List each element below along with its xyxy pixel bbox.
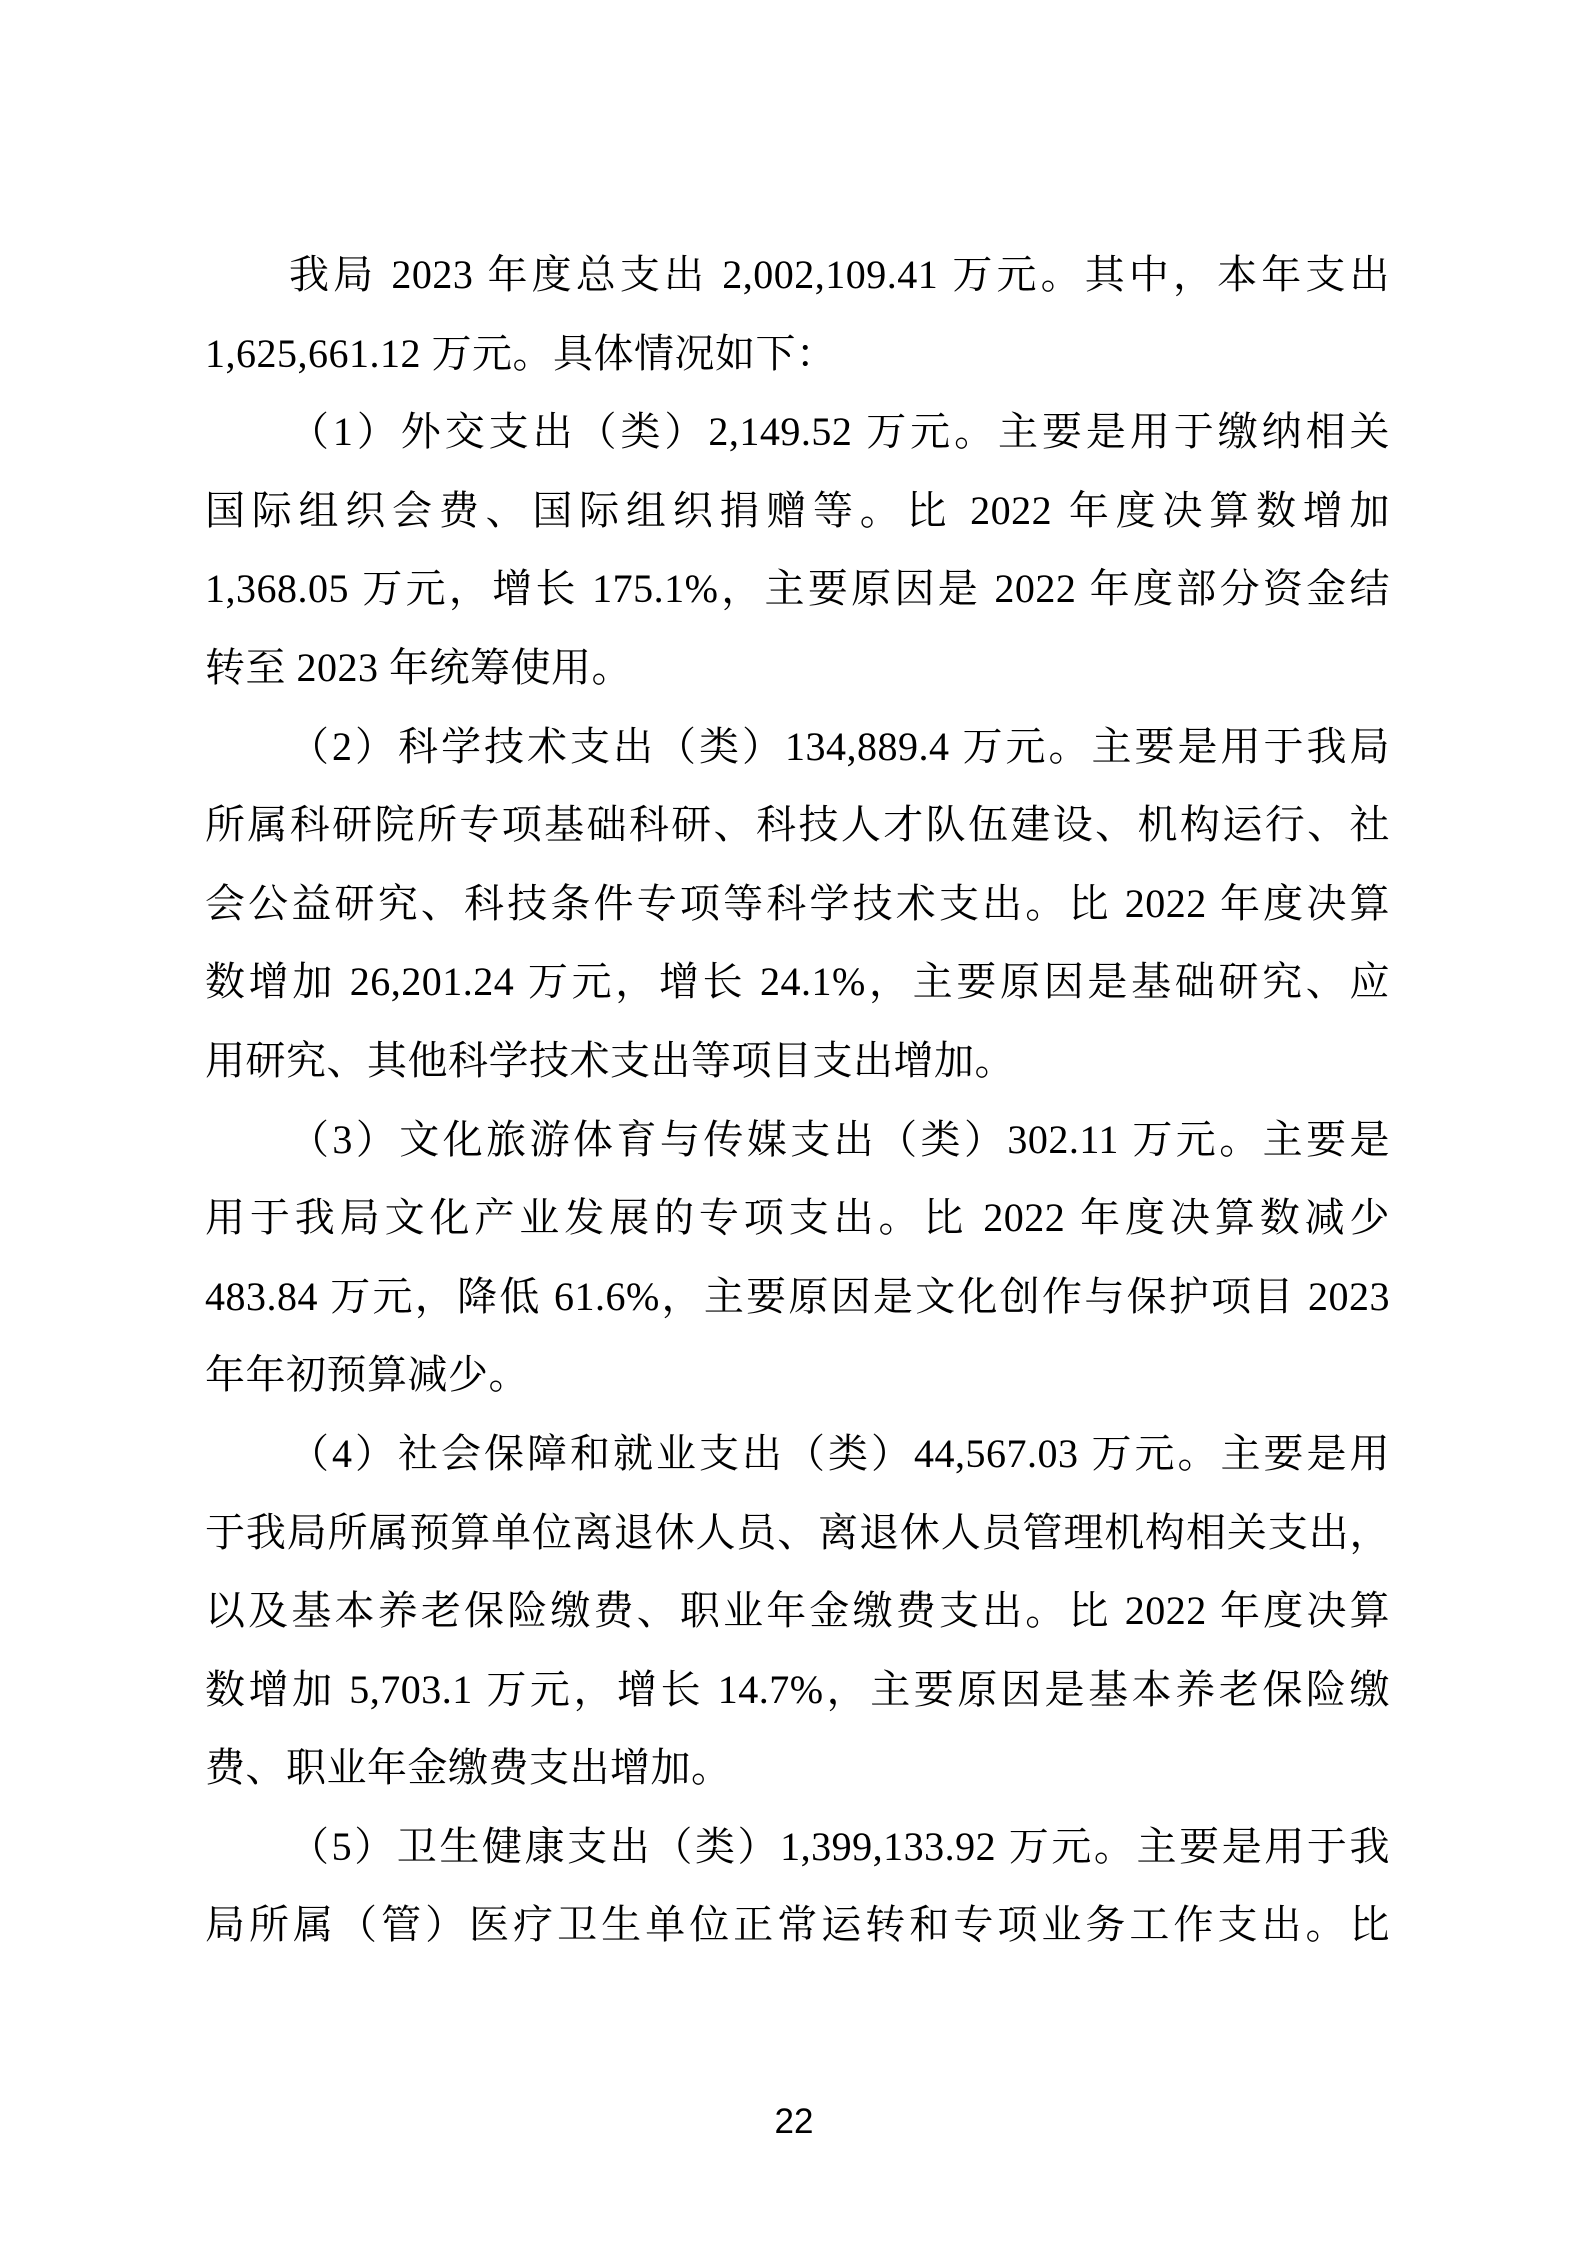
body-text (205, 236, 1390, 1965)
text-line: 国际组织会费、国际组织捐赠等。比 2022 年度决算数增加 (205, 487, 1390, 533)
text-line: （4）社会保障和就业支出（类）44,567.03 万元。主要是用 (289, 1430, 1390, 1476)
text-line: （2）科学技术支出（类）134,889.4 万元。主要是用于我局 (289, 723, 1390, 769)
text-line: （3）文化旅游体育与传媒支出（类）302.11 万元。主要是 (289, 1116, 1390, 1162)
text-line: 1,625,661.12 万元。具体情况如下： (205, 330, 837, 376)
paragraph-item-4-social-security-employment (205, 1415, 1390, 1808)
text-line: 年年初预算减少。 (205, 1352, 529, 1398)
text-line: （5）卫生健康支出（类）1,399,133.92 万元。主要是用于我 (289, 1823, 1390, 1869)
text-line: （1）外交支出（类）2,149.52 万元。主要是用于缴纳相关 (289, 409, 1390, 455)
text-line: 所属科研院所专项基础科研、科技人才队伍建设、机构运行、社 (205, 802, 1390, 848)
paragraph-item-5-health (205, 1808, 1390, 1965)
page-number: 22 (774, 2102, 814, 2141)
text-line: 1,368.05 万元，增长 175.1%，主要原因是 2022 年度部分资金结 (205, 566, 1390, 612)
text-line: 局所属（管）医疗卫生单位正常运转和专项业务工作支出。比 (205, 1902, 1390, 1948)
paragraph-total-expenditure (205, 236, 1390, 393)
text-line: 费、职业年金缴费支出增加。 (205, 1745, 732, 1791)
text-line: 转至 2023 年统筹使用。 (205, 644, 632, 690)
text-line: 以及基本养老保险缴费、职业年金缴费支出。比 2022 年度决算 (205, 1588, 1390, 1634)
text-line: 483.84 万元，降低 61.6%，主要原因是文化创作与保护项目 2023 (205, 1273, 1390, 1319)
text-line: 我局 2023 年度总支出 2,002,109.41 万元。其中，本年支出 (289, 252, 1390, 297)
paragraph-item-1-diplomacy (205, 393, 1390, 707)
text-line: 用于我局文化产业发展的专项支出。比 2022 年度决算数减少 (205, 1195, 1390, 1241)
text-line: 会公益研究、科技条件专项等科学技术支出。比 2022 年度决算 (205, 880, 1390, 926)
text-line: 于我局所属预算单位离退休人员、离退休人员管理机构相关支出， (205, 1509, 1390, 1555)
paragraph-item-3-culture-tourism-sports-media (205, 1101, 1390, 1415)
paragraph-item-2-science-technology (205, 708, 1390, 1101)
text-line: 数增加 26,201.24 万元，增长 24.1%，主要原因是基础研究、应 (205, 959, 1390, 1005)
text-line: 用研究、其他科学技术支出等项目支出增加。 (205, 1037, 1015, 1083)
text-line: 数增加 5,703.1 万元，增长 14.7%，主要原因是基本养老保险缴 (205, 1666, 1390, 1712)
